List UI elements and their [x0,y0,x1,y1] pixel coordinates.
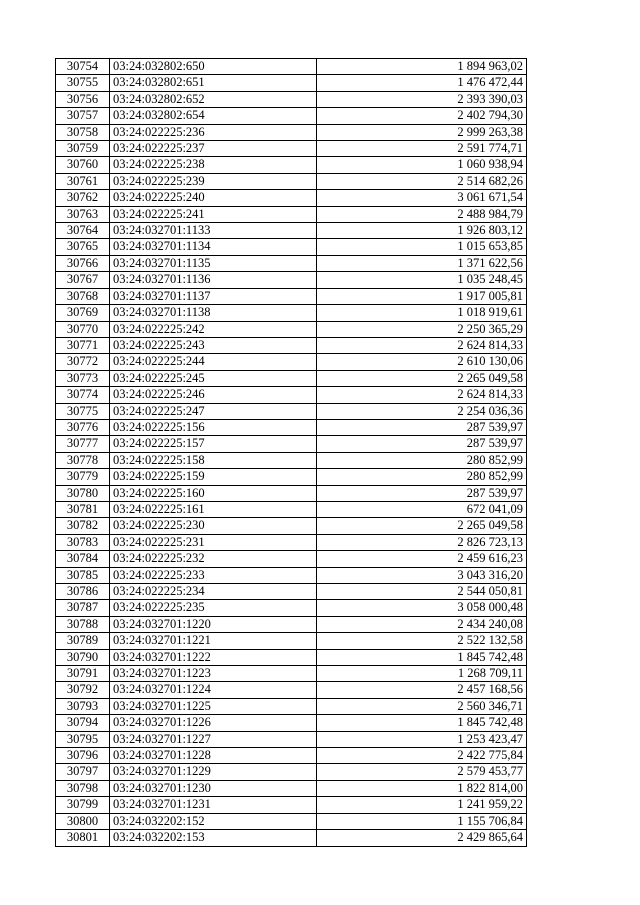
table-row [56,666,527,682]
cadastral-number-cell: 03:24:022225:242 [110,321,317,337]
cadastral-value-cell: 287 539,97 [317,485,527,501]
cadastral-value-cell: 1 917 005,81 [317,288,527,304]
table-row [56,551,527,567]
row-number-cell: 30792 [56,682,110,698]
cadastral-number-cell: 03:24:022225:157 [110,436,317,452]
table-row [56,567,527,583]
row-number-cell: 30793 [56,698,110,714]
row-number-cell: 30769 [56,305,110,321]
table-row [56,485,527,501]
cadastral-value-cell: 2 393 390,03 [317,91,527,107]
row-number-cell: 30776 [56,419,110,435]
row-number-cell: 30784 [56,551,110,567]
table-row [56,436,527,452]
cadastral-number-cell: 03:24:032802:651 [110,75,317,91]
table-row [56,452,527,468]
cadastral-value-cell: 1 822 814,00 [317,780,527,796]
table-row [56,141,527,157]
row-number-cell: 30768 [56,288,110,304]
table-row [56,59,527,75]
cadastral-number-cell: 03:24:022225:234 [110,584,317,600]
cadastral-number-cell: 03:24:032202:152 [110,813,317,829]
table-row [56,108,527,124]
table-row [56,337,527,353]
table-row [56,764,527,780]
row-number-cell: 30767 [56,272,110,288]
cadastral-value-cell: 1 241 959,22 [317,797,527,813]
cadastral-value-cell: 1 253 423,47 [317,731,527,747]
table-row [56,584,527,600]
cadastral-value-cell: 2 591 774,71 [317,141,527,157]
cadastral-number-cell: 03:24:022225:237 [110,141,317,157]
cadastral-number-cell: 03:24:022225:240 [110,190,317,206]
table-row [56,91,527,107]
cadastral-value-cell: 2 457 168,56 [317,682,527,698]
cadastral-number-cell: 03:24:022225:243 [110,337,317,353]
cadastral-value-cell: 2 459 616,23 [317,551,527,567]
table-row [56,223,527,239]
cadastral-number-cell: 03:24:032701:1133 [110,223,317,239]
cadastral-value-cell: 2 624 814,33 [317,387,527,403]
cadastral-number-cell: 03:24:032701:1136 [110,272,317,288]
cadastral-value-cell: 2 488 984,79 [317,206,527,222]
table-row [56,157,527,173]
table-row [56,419,527,435]
table-row [56,616,527,632]
row-number-cell: 30777 [56,436,110,452]
table-row [56,387,527,403]
table-row [56,272,527,288]
row-number-cell: 30789 [56,633,110,649]
cadastral-number-cell: 03:24:022225:236 [110,124,317,140]
cadastral-number-cell: 03:24:032701:1228 [110,748,317,764]
cadastral-number-cell: 03:24:032701:1135 [110,255,317,271]
cadastral-number-cell: 03:24:032701:1222 [110,649,317,665]
cadastral-value-cell: 2 624 814,33 [317,337,527,353]
cadastral-value-cell: 2 514 682,26 [317,173,527,189]
cadastral-value-cell: 2 826 723,13 [317,534,527,550]
row-number-cell: 30781 [56,501,110,517]
table-row [56,469,527,485]
row-number-cell: 30799 [56,797,110,813]
table-row [56,748,527,764]
cadastral-value-cell: 2 610 130,06 [317,354,527,370]
cadastral-value-cell: 287 539,97 [317,436,527,452]
cadastral-value-cell: 1 035 248,45 [317,272,527,288]
cadastral-number-cell: 03:24:032701:1221 [110,633,317,649]
cadastral-number-cell: 03:24:022225:156 [110,419,317,435]
cadastral-number-cell: 03:24:032701:1220 [110,616,317,632]
row-number-cell: 30766 [56,255,110,271]
row-number-cell: 30795 [56,731,110,747]
cadastral-value-cell: 280 852,99 [317,452,527,468]
row-number-cell: 30763 [56,206,110,222]
table-row [56,731,527,747]
table-row [56,715,527,731]
row-number-cell: 30754 [56,59,110,75]
cadastral-number-cell: 03:24:032701:1227 [110,731,317,747]
table-row [56,305,527,321]
table-row [56,649,527,665]
cadastral-number-cell: 03:24:022225:244 [110,354,317,370]
cadastral-number-cell: 03:24:022225:233 [110,567,317,583]
cadastral-number-cell: 03:24:032701:1229 [110,764,317,780]
table-row [56,288,527,304]
cadastral-number-cell: 03:24:032701:1225 [110,698,317,714]
row-number-cell: 30800 [56,813,110,829]
cadastral-value-cell: 287 539,97 [317,419,527,435]
cadastral-value-cell: 1 845 742,48 [317,649,527,665]
row-number-cell: 30780 [56,485,110,501]
cadastral-value-cell: 2 250 365,29 [317,321,527,337]
cadastral-number-cell: 03:24:022225:246 [110,387,317,403]
cadastral-number-cell: 03:24:032701:1224 [110,682,317,698]
table-row [56,370,527,386]
table-row [56,600,527,616]
table-row [56,633,527,649]
table-body [56,59,527,847]
cadastral-value-cell: 2 265 049,58 [317,370,527,386]
cadastral-value-cell: 2 560 346,71 [317,698,527,714]
cadastral-value-cell: 1 845 742,48 [317,715,527,731]
table-row [56,354,527,370]
cadastral-value-cell: 2 402 794,30 [317,108,527,124]
cadastral-value-cell: 1 018 919,61 [317,305,527,321]
table-row [56,682,527,698]
table-row [56,501,527,517]
row-number-cell: 30759 [56,141,110,157]
row-number-cell: 30794 [56,715,110,731]
cadastral-number-cell: 03:24:022225:238 [110,157,317,173]
cadastral-value-cell: 1 060 938,94 [317,157,527,173]
cadastral-number-cell: 03:24:022225:158 [110,452,317,468]
cadastral-number-cell: 03:24:032701:1134 [110,239,317,255]
cadastral-number-cell: 03:24:022225:160 [110,485,317,501]
row-number-cell: 30761 [56,173,110,189]
table-row [56,206,527,222]
cadastral-value-cell: 1 371 622,56 [317,255,527,271]
row-number-cell: 30786 [56,584,110,600]
row-number-cell: 30782 [56,518,110,534]
cadastral-value-cell: 2 999 263,38 [317,124,527,140]
cadastral-value-cell: 1 015 653,85 [317,239,527,255]
row-number-cell: 30771 [56,337,110,353]
row-number-cell: 30758 [56,124,110,140]
cadastral-number-cell: 03:24:022225:159 [110,469,317,485]
cadastral-value-cell: 672 041,09 [317,501,527,517]
cadastral-value-cell: 2 522 132,58 [317,633,527,649]
row-number-cell: 30790 [56,649,110,665]
row-number-cell: 30791 [56,666,110,682]
row-number-cell: 30764 [56,223,110,239]
cadastral-number-cell: 03:24:022225:239 [110,173,317,189]
table-row [56,75,527,91]
cadastral-value-cell: 2 422 775,84 [317,748,527,764]
row-number-cell: 30770 [56,321,110,337]
cadastral-value-cell: 2 544 050,81 [317,584,527,600]
cadastral-number-cell: 03:24:022225:231 [110,534,317,550]
row-number-cell: 30779 [56,469,110,485]
cadastral-number-cell: 03:24:022225:230 [110,518,317,534]
row-number-cell: 30765 [56,239,110,255]
cadastral-number-cell: 03:24:032701:1138 [110,305,317,321]
row-number-cell: 30757 [56,108,110,124]
row-number-cell: 30774 [56,387,110,403]
table-row [56,255,527,271]
row-number-cell: 30773 [56,370,110,386]
cadastral-value-table [55,58,527,847]
row-number-cell: 30797 [56,764,110,780]
row-number-cell: 30801 [56,830,110,846]
row-number-cell: 30787 [56,600,110,616]
row-number-cell: 30783 [56,534,110,550]
row-number-cell: 30775 [56,403,110,419]
row-number-cell: 30796 [56,748,110,764]
row-number-cell: 30760 [56,157,110,173]
table-row [56,830,527,846]
cadastral-number-cell: 03:24:022225:245 [110,370,317,386]
cadastral-number-cell: 03:24:032701:1230 [110,780,317,796]
cadastral-value-cell: 1 155 706,84 [317,813,527,829]
cadastral-value-cell: 3 058 000,48 [317,600,527,616]
table-row [56,813,527,829]
cadastral-number-cell: 03:24:022225:235 [110,600,317,616]
row-number-cell: 30798 [56,780,110,796]
table-row [56,239,527,255]
cadastral-number-cell: 03:24:022225:232 [110,551,317,567]
table-row [56,403,527,419]
cadastral-value-cell: 1 926 803,12 [317,223,527,239]
row-number-cell: 30778 [56,452,110,468]
cadastral-number-cell: 03:24:032802:652 [110,91,317,107]
cadastral-number-cell: 03:24:032701:1231 [110,797,317,813]
cadastral-number-cell: 03:24:032802:654 [110,108,317,124]
cadastral-value-cell: 3 061 671,54 [317,190,527,206]
row-number-cell: 30772 [56,354,110,370]
cadastral-value-cell: 2 579 453,77 [317,764,527,780]
cadastral-number-cell: 03:24:022225:247 [110,403,317,419]
cadastral-value-cell: 280 852,99 [317,469,527,485]
table-row [56,190,527,206]
row-number-cell: 30755 [56,75,110,91]
cadastral-value-cell: 2 265 049,58 [317,518,527,534]
cadastral-value-cell: 1 476 472,44 [317,75,527,91]
row-number-cell: 30788 [56,616,110,632]
cadastral-value-cell: 3 043 316,20 [317,567,527,583]
table-row [56,534,527,550]
table-row [56,124,527,140]
table-row [56,518,527,534]
table-row [56,698,527,714]
table-row [56,780,527,796]
table-row [56,797,527,813]
cadastral-number-cell: 03:24:032701:1223 [110,666,317,682]
table-row [56,173,527,189]
row-number-cell: 30756 [56,91,110,107]
cadastral-value-cell: 1 894 963,02 [317,59,527,75]
cadastral-number-cell: 03:24:032701:1226 [110,715,317,731]
cadastral-number-cell: 03:24:032701:1137 [110,288,317,304]
cadastral-number-cell: 03:24:022225:241 [110,206,317,222]
cadastral-value-cell: 2 254 036,36 [317,403,527,419]
row-number-cell: 30785 [56,567,110,583]
cadastral-number-cell: 03:24:032202:153 [110,830,317,846]
row-number-cell: 30762 [56,190,110,206]
cadastral-number-cell: 03:24:022225:161 [110,501,317,517]
cadastral-value-cell: 2 434 240,08 [317,616,527,632]
cadastral-value-cell: 2 429 865,64 [317,830,527,846]
table-row [56,321,527,337]
cadastral-number-cell: 03:24:032802:650 [110,59,317,75]
cadastral-value-cell: 1 268 709,11 [317,666,527,682]
